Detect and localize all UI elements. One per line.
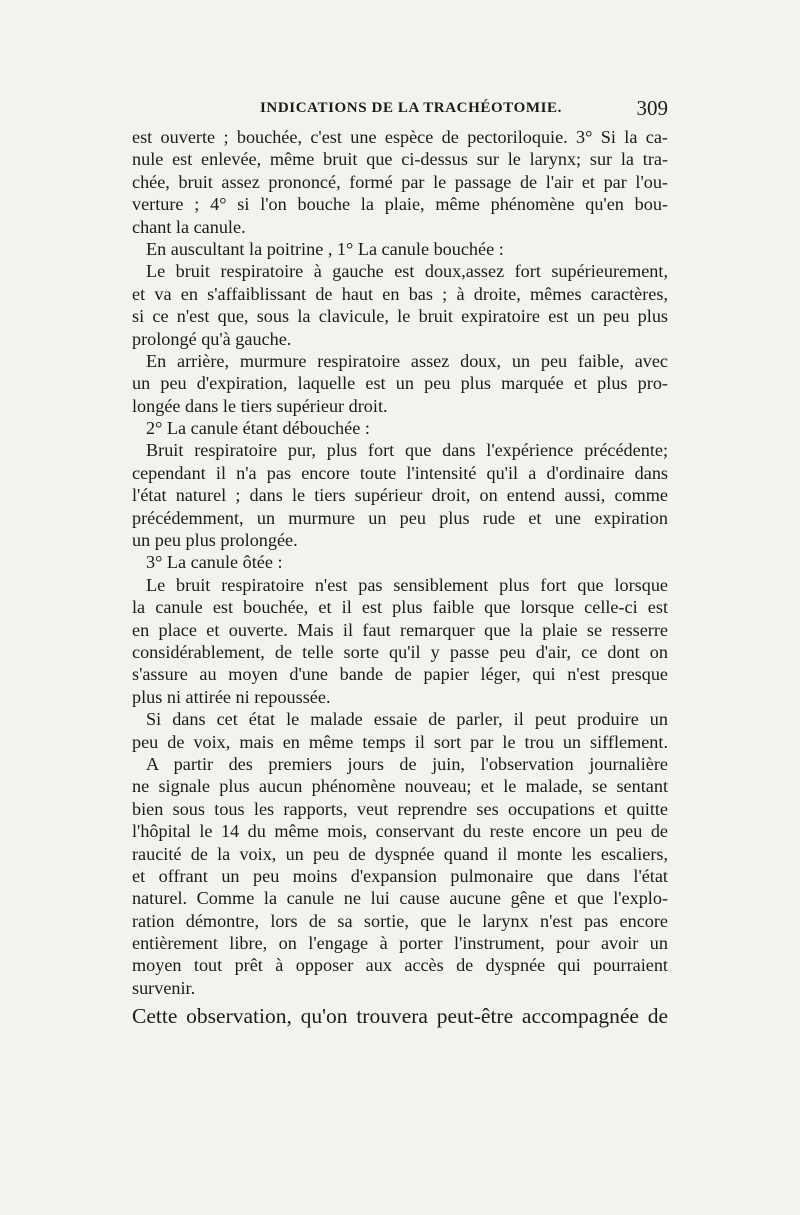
running-title: INDICATIONS DE LA TRACHÉOTOMIE. [260, 100, 562, 116]
text-line: verture ; 4° si l'on bouche la plaie, même phénomène qu'en bou- [132, 194, 668, 215]
body-text [132, 126, 668, 1029]
text-line: entièrement libre, on l'engage à porter l'instrument, pour avoir un [132, 933, 668, 954]
text-line: un peu plus prolongée. [132, 530, 298, 551]
text-line: la canule est bouchée, et il est plus faible que lorsque celle-ci est [132, 597, 668, 618]
text-line: l'hôpital le 14 du même mois, conservant du reste encore un peu de [132, 821, 668, 842]
text-line: bien sous tous les rapports, veut reprendre ses occupations et quitte [132, 798, 668, 819]
text-line: peu de voix, mais en même temps il sort par le trou un sifflement. [132, 731, 668, 752]
text-line: A partir des premiers jours de juin, l'observation journalière [146, 753, 668, 774]
text-line: un peu d'expiration, laquelle est un peu plus marquée et plus pro- [132, 373, 668, 394]
text-line: 2° La canule étant débouchée : [146, 418, 370, 439]
text-line: cependant il n'a pas encore toute l'intensité qu'il a d'ordinaire dans [132, 462, 668, 483]
text-line: longée dans le tiers supérieur droit. [132, 395, 388, 416]
text-line: ne signale plus aucun phénomène nouveau; et le malade, se sentant [132, 776, 668, 797]
text-line: est ouverte ; bouchée, c'est une espèce de pectoriloquie. 3° Si la ca- [132, 127, 668, 147]
final-line: Cette observation, qu'on trouvera peut-être accompagnée de [132, 1004, 668, 1029]
text-line: raucité de la voix, un peu de dyspnée quand il monte les escaliers, [132, 843, 668, 864]
text-line: plus ni attirée ni repoussée. [132, 686, 331, 707]
text-line: 3° La canule ôtée : [146, 552, 283, 573]
text-line: En arrière, murmure respiratoire assez doux, un peu faible, avec [146, 350, 668, 371]
text-line: l'état naturel ; dans le tiers supérieur droit, on entend aussi, comme [132, 485, 668, 506]
text-line: naturel. Comme la canule ne lui cause aucune gêne et que l'explo- [132, 888, 668, 909]
text-line: nule est enlevée, même bruit que ci-dessus sur le larynx; sur la tra- [132, 149, 668, 170]
page-number: 309 [636, 96, 668, 120]
text-line: Si dans cet état le malade essaie de parler, il peut produire un [146, 709, 668, 730]
text-line: prolongé qu'à gauche. [132, 328, 292, 349]
text-line: précédemment, un murmure un peu plus rude et une expiration [132, 507, 668, 528]
text-line: Le bruit respiratoire n'est pas sensiblement plus fort que lorsque [146, 574, 668, 595]
text-line: et offrant un peu moins d'expansion pulmonaire que dans l'état [132, 865, 668, 886]
text-line: survenir. [132, 977, 196, 998]
text-line: En auscultant la poitrine , 1° La canule bouchée : [146, 238, 504, 259]
text-line: chée, bruit assez prononcé, formé par le passage de l'air et par l'ou- [132, 171, 668, 192]
text-line: ration démontre, lors de sa sortie, que le larynx n'est pas encore [132, 910, 668, 931]
text-line: et va en s'affaiblissant de haut en bas ; à droite, mêmes caractères, [132, 283, 668, 304]
text-line: Bruit respiratoire pur, plus fort que dans l'expérience précédente; [146, 440, 668, 461]
text-line: Le bruit respiratoire à gauche est doux,assez fort supérieurement, [146, 261, 668, 282]
text-line: si ce n'est que, sous la clavicule, le bruit expiratoire est un peu plus [132, 306, 668, 327]
text-line: s'assure au moyen d'une bande de papier léger, qui n'est presque [132, 664, 668, 685]
text-line: chant la canule. [132, 216, 246, 237]
text-line: en place et ouverte. Mais il faut remarquer que la plaie se resserre [132, 619, 668, 640]
text-line: considérablement, de telle sorte qu'il y passe peu d'air, ce dont on [132, 641, 668, 662]
text-line: moyen tout prêt à opposer aux accès de dyspnée qui pourraient [132, 955, 668, 976]
running-header [132, 96, 668, 122]
